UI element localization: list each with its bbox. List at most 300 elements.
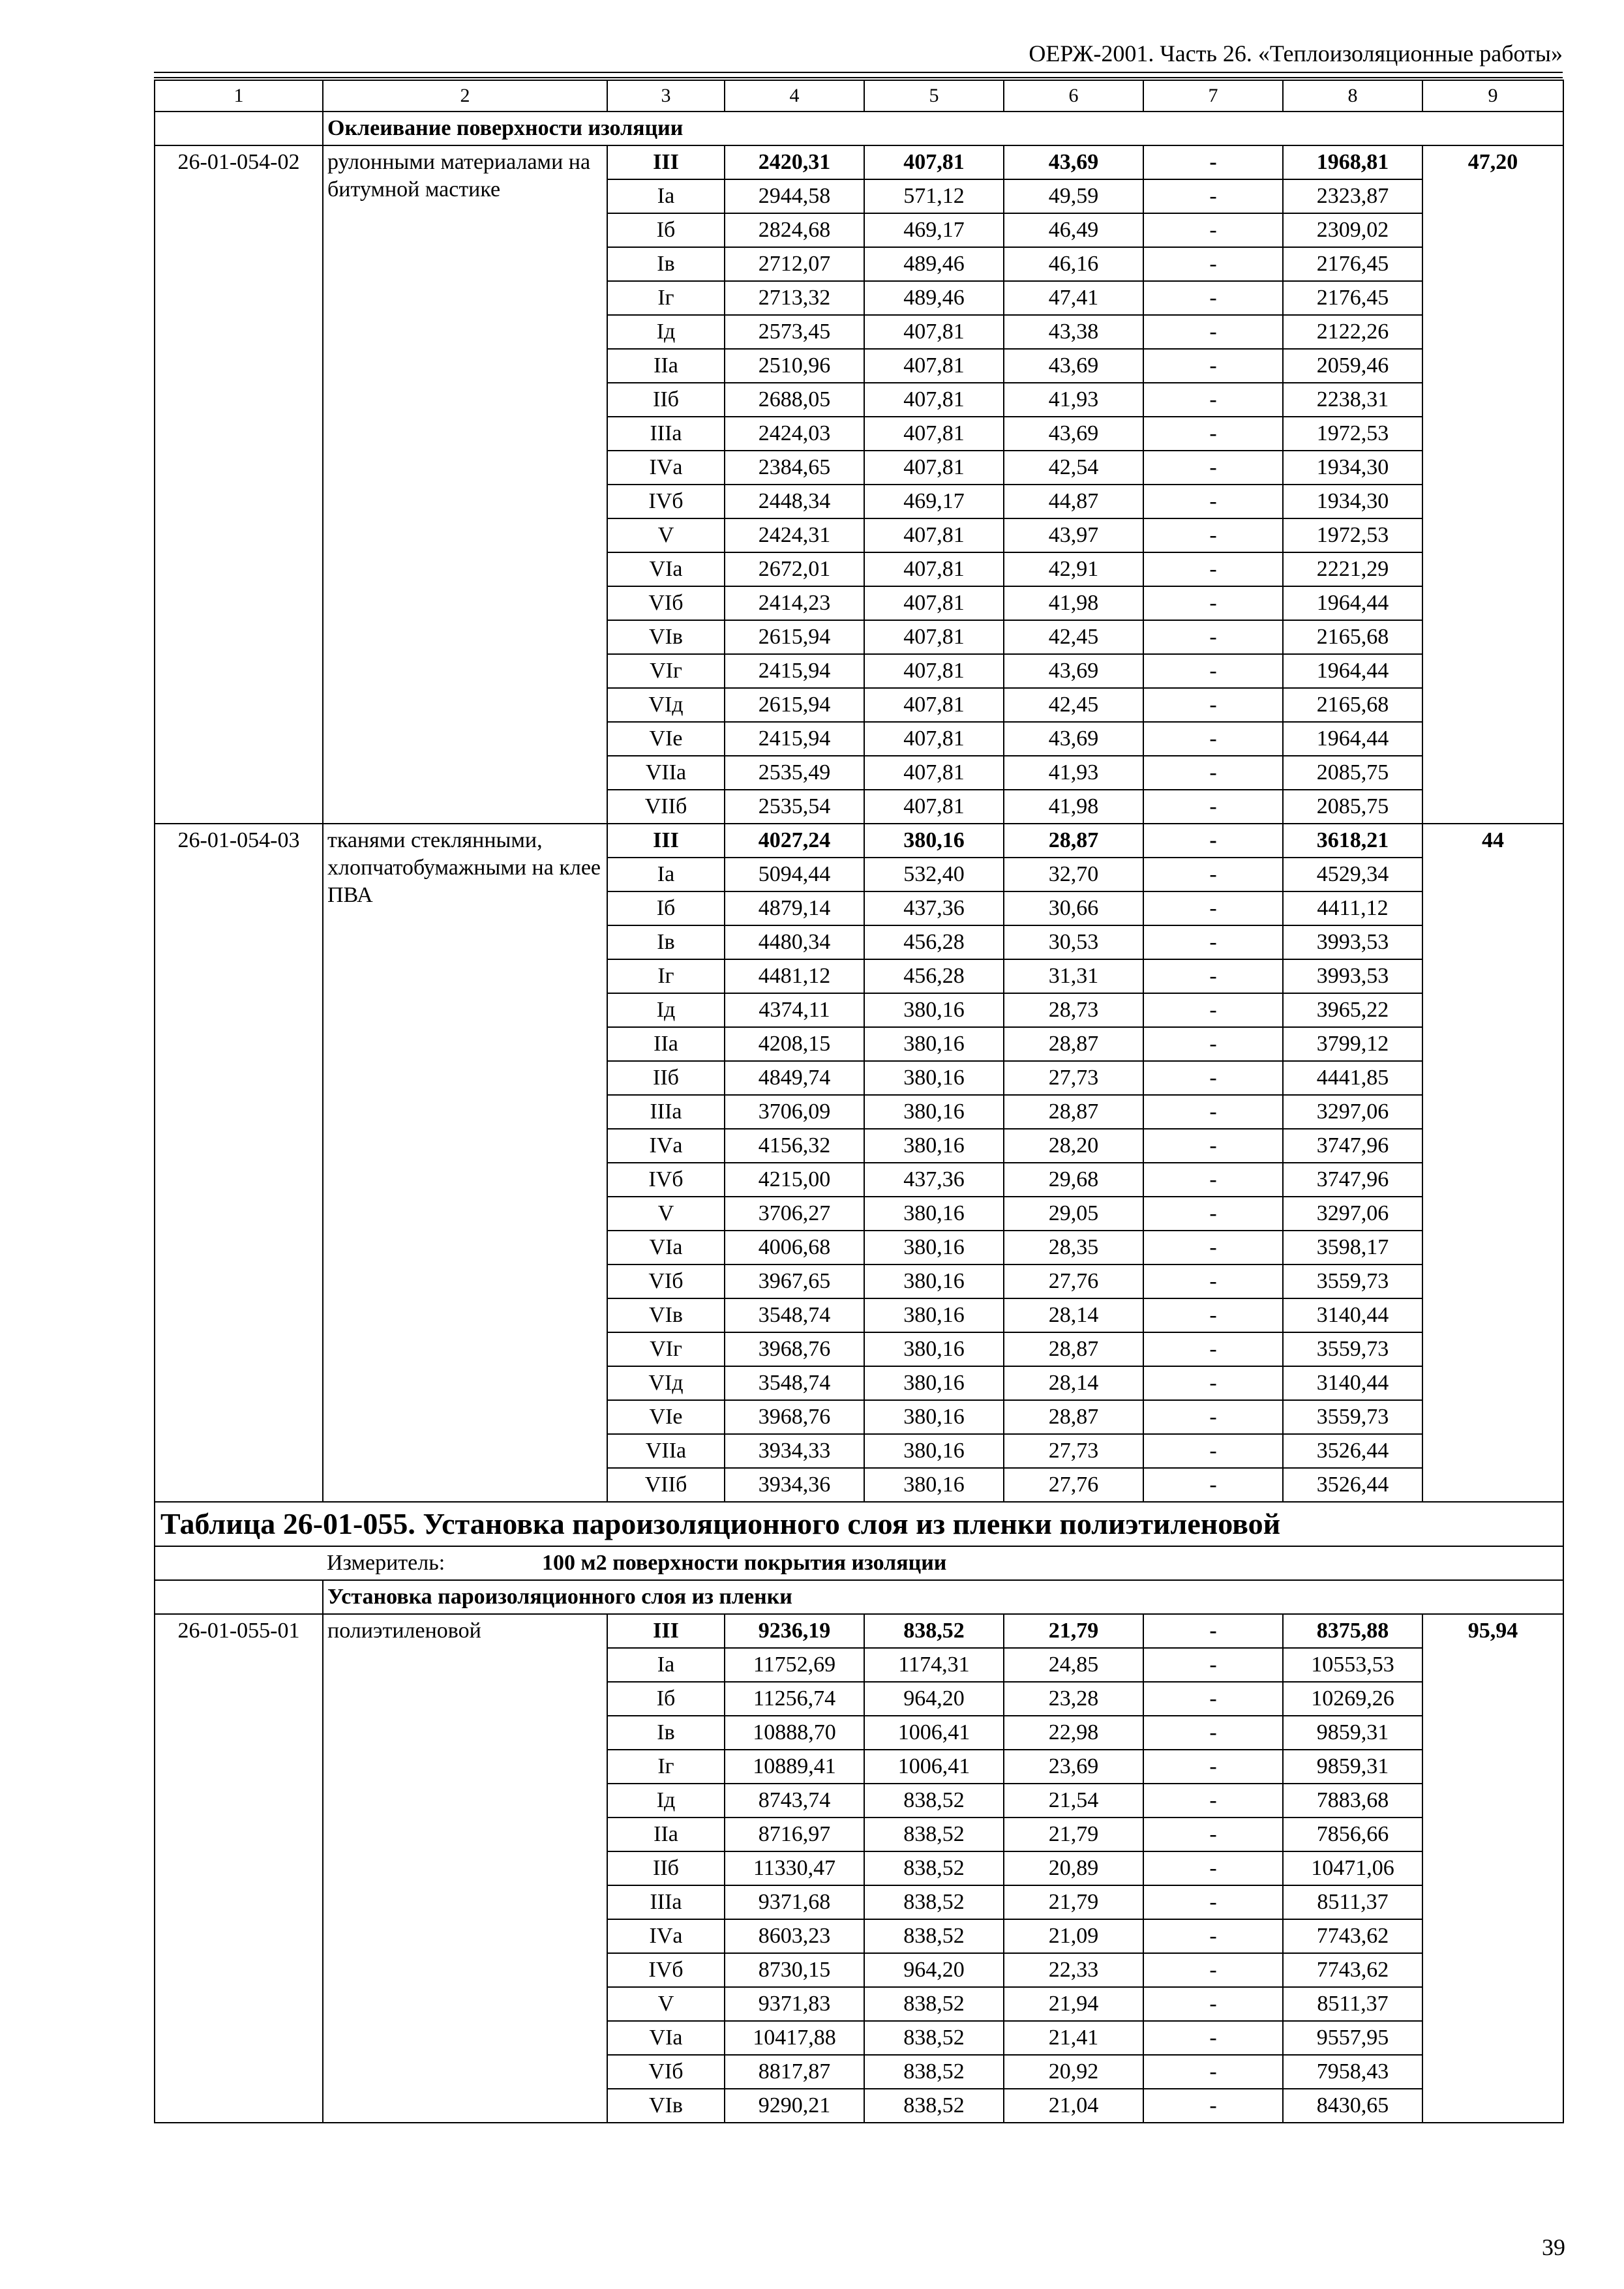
materials-cell: 3526,44	[1283, 1468, 1422, 1502]
machines-cell: 49,59	[1004, 179, 1143, 213]
item-labor-cost: 95,94	[1422, 1614, 1563, 2123]
direct-costs-cell: 9290,21	[725, 2089, 864, 2123]
subsection-spacer	[155, 1580, 323, 1614]
direct-costs-cell: 4215,00	[725, 1163, 864, 1197]
machine-wages-cell: -	[1143, 756, 1283, 790]
zone-cell: IVа	[607, 1919, 725, 1953]
machine-wages-cell: -	[1143, 1818, 1283, 1851]
direct-costs-cell: 8817,87	[725, 2055, 864, 2089]
machines-cell: 28,87	[1004, 1095, 1143, 1129]
wages-cell: 380,16	[864, 1095, 1004, 1129]
materials-cell: 3559,73	[1283, 1400, 1422, 1434]
zone-cell: IIIа	[607, 1095, 725, 1129]
direct-costs-cell: 9371,83	[725, 1987, 864, 2021]
table-row	[155, 145, 1563, 179]
machines-cell: 46,16	[1004, 247, 1143, 281]
machines-cell: 46,49	[1004, 213, 1143, 247]
wages-cell: 407,81	[864, 586, 1004, 620]
materials-cell: 7743,62	[1283, 1953, 1422, 1987]
materials-cell: 3993,53	[1283, 925, 1422, 959]
direct-costs-cell: 2672,01	[725, 552, 864, 586]
zone-cell: IIа	[607, 1818, 725, 1851]
machines-cell: 28,73	[1004, 993, 1143, 1027]
machine-wages-cell: -	[1143, 315, 1283, 349]
materials-cell: 4529,34	[1283, 858, 1422, 891]
machines-cell: 20,92	[1004, 2055, 1143, 2089]
machines-cell: 42,45	[1004, 688, 1143, 722]
wages-cell: 380,16	[864, 1129, 1004, 1163]
machine-wages-cell: -	[1143, 451, 1283, 485]
machines-cell: 27,76	[1004, 1468, 1143, 1502]
item-code: 26-01-055-01	[155, 1614, 323, 2123]
table-row	[155, 824, 1563, 858]
materials-cell: 7743,62	[1283, 1919, 1422, 1953]
machine-wages-cell: -	[1143, 1264, 1283, 1298]
machines-cell: 28,35	[1004, 1231, 1143, 1264]
machine-wages-cell: -	[1143, 1434, 1283, 1468]
machine-wages-cell: -	[1143, 1750, 1283, 1784]
zone-cell: VIа	[607, 1231, 725, 1264]
wages-cell: 407,81	[864, 790, 1004, 824]
zone-cell: Iб	[607, 1682, 725, 1716]
item-name: тканями стеклянными, хлопчатобумажными на клее ПВА	[323, 824, 607, 1502]
machine-wages-cell: -	[1143, 1614, 1283, 1648]
page-number: 39	[1542, 2234, 1565, 2260]
zone-cell: VIIб	[607, 1468, 725, 1502]
item-labor-cost: 47,20	[1422, 145, 1563, 824]
item-code: 26-01-054-03	[155, 824, 323, 1502]
zone-cell: IVа	[607, 451, 725, 485]
zone-cell: IVа	[607, 1129, 725, 1163]
wages-cell: 380,16	[864, 1264, 1004, 1298]
zone-cell: IIб	[607, 1851, 725, 1885]
machine-wages-cell: -	[1143, 959, 1283, 993]
materials-cell: 3993,53	[1283, 959, 1422, 993]
machines-cell: 31,31	[1004, 959, 1143, 993]
machine-wages-cell: -	[1143, 1197, 1283, 1231]
wages-cell: 489,46	[864, 281, 1004, 315]
machine-wages-cell: -	[1143, 179, 1283, 213]
zone-cell: III	[607, 1614, 725, 1648]
machines-cell: 43,69	[1004, 145, 1143, 179]
column-number: 3	[607, 80, 725, 112]
materials-cell: 8375,88	[1283, 1614, 1422, 1648]
direct-costs-cell: 3967,65	[725, 1264, 864, 1298]
zone-cell: Iд	[607, 315, 725, 349]
materials-cell: 2176,45	[1283, 281, 1422, 315]
direct-costs-cell: 4849,74	[725, 1061, 864, 1095]
wages-cell: 838,52	[864, 1885, 1004, 1919]
materials-cell: 10471,06	[1283, 1851, 1422, 1885]
machine-wages-cell: -	[1143, 1129, 1283, 1163]
zone-cell: IVб	[607, 485, 725, 518]
zone-cell: VIIа	[607, 1434, 725, 1468]
zone-cell: IIIа	[607, 417, 725, 451]
wages-cell: 469,17	[864, 213, 1004, 247]
direct-costs-cell: 3548,74	[725, 1298, 864, 1332]
machines-cell: 29,05	[1004, 1197, 1143, 1231]
machine-wages-cell: -	[1143, 247, 1283, 281]
machines-cell: 42,45	[1004, 620, 1143, 654]
column-number: 8	[1283, 80, 1422, 112]
table-title-row	[155, 1502, 1563, 1546]
machine-wages-cell: -	[1143, 688, 1283, 722]
wages-cell: 838,52	[864, 1614, 1004, 1648]
materials-cell: 7883,68	[1283, 1784, 1422, 1818]
machine-wages-cell: -	[1143, 1231, 1283, 1264]
wages-cell: 380,16	[864, 1027, 1004, 1061]
column-number: 9	[1422, 80, 1563, 112]
machines-cell: 28,20	[1004, 1129, 1143, 1163]
machine-wages-cell: -	[1143, 552, 1283, 586]
wages-cell: 407,81	[864, 518, 1004, 552]
machine-wages-cell: -	[1143, 1468, 1283, 1502]
materials-cell: 2238,31	[1283, 383, 1422, 417]
wages-cell: 407,81	[864, 349, 1004, 383]
zone-cell: VIд	[607, 688, 725, 722]
zone-cell: VIв	[607, 2089, 725, 2123]
machine-wages-cell: -	[1143, 2021, 1283, 2055]
zone-cell: VIIа	[607, 756, 725, 790]
wages-cell: 489,46	[864, 247, 1004, 281]
materials-cell: 10553,53	[1283, 1648, 1422, 1682]
machine-wages-cell: -	[1143, 1953, 1283, 1987]
machines-cell: 21,94	[1004, 1987, 1143, 2021]
zone-cell: IIа	[607, 1027, 725, 1061]
direct-costs-cell: 10889,41	[725, 1750, 864, 1784]
zone-cell: Iд	[607, 993, 725, 1027]
machine-wages-cell: -	[1143, 925, 1283, 959]
item-labor-cost: 44	[1422, 824, 1563, 1502]
direct-costs-cell: 2415,94	[725, 654, 864, 688]
direct-costs-cell: 4208,15	[725, 1027, 864, 1061]
materials-cell: 8511,37	[1283, 1885, 1422, 1919]
zone-cell: Iг	[607, 281, 725, 315]
direct-costs-cell: 4879,14	[725, 891, 864, 925]
machines-cell: 44,87	[1004, 485, 1143, 518]
rates-table	[154, 80, 1564, 2123]
direct-costs-cell: 9371,68	[725, 1885, 864, 1919]
direct-costs-cell: 2944,58	[725, 179, 864, 213]
materials-cell: 9557,95	[1283, 2021, 1422, 2055]
column-number: 1	[155, 80, 323, 112]
table-row	[155, 1614, 1563, 1648]
materials-cell: 1968,81	[1283, 145, 1422, 179]
materials-cell: 1934,30	[1283, 485, 1422, 518]
zone-cell: Iа	[607, 179, 725, 213]
machines-cell: 28,87	[1004, 1400, 1143, 1434]
direct-costs-cell: 5094,44	[725, 858, 864, 891]
materials-cell: 2122,26	[1283, 315, 1422, 349]
wages-cell: 380,16	[864, 1434, 1004, 1468]
wages-cell: 838,52	[864, 2089, 1004, 2123]
wages-cell: 532,40	[864, 858, 1004, 891]
materials-cell: 3526,44	[1283, 1434, 1422, 1468]
wages-cell: 407,81	[864, 417, 1004, 451]
running-header: ОЕРЖ-2001. Часть 26. «Теплоизоляционные работы»	[1029, 40, 1563, 67]
wages-cell: 380,16	[864, 1366, 1004, 1400]
wages-cell: 838,52	[864, 1987, 1004, 2021]
direct-costs-cell: 3968,76	[725, 1400, 864, 1434]
direct-costs-cell: 2420,31	[725, 145, 864, 179]
machine-wages-cell: -	[1143, 2055, 1283, 2089]
zone-cell: VIв	[607, 620, 725, 654]
zone-cell: VIIб	[607, 790, 725, 824]
wages-cell: 571,12	[864, 179, 1004, 213]
zone-cell: Iг	[607, 959, 725, 993]
machines-cell: 30,66	[1004, 891, 1143, 925]
zone-cell: Iв	[607, 925, 725, 959]
machines-cell: 21,04	[1004, 2089, 1143, 2123]
measure-row	[155, 1546, 1563, 1580]
direct-costs-cell: 2713,32	[725, 281, 864, 315]
zone-cell: Iа	[607, 1648, 725, 1682]
machine-wages-cell: -	[1143, 1885, 1283, 1919]
wages-cell: 380,16	[864, 1197, 1004, 1231]
materials-cell: 3559,73	[1283, 1332, 1422, 1366]
direct-costs-cell: 4374,11	[725, 993, 864, 1027]
machine-wages-cell: -	[1143, 620, 1283, 654]
direct-costs-cell: 4480,34	[725, 925, 864, 959]
direct-costs-cell: 2414,23	[725, 586, 864, 620]
wages-cell: 964,20	[864, 1953, 1004, 1987]
direct-costs-cell: 4027,24	[725, 824, 864, 858]
machines-cell: 28,14	[1004, 1366, 1143, 1400]
zone-cell: VIе	[607, 722, 725, 756]
zone-cell: VIб	[607, 2055, 725, 2089]
wages-cell: 1006,41	[864, 1716, 1004, 1750]
direct-costs-cell: 4006,68	[725, 1231, 864, 1264]
direct-costs-cell: 3548,74	[725, 1366, 864, 1400]
table-title: Таблица 26-01-055. Установка пароизоляционного слоя из пленки полиэтиленовой	[155, 1502, 1563, 1546]
wages-cell: 380,16	[864, 1400, 1004, 1434]
machines-cell: 41,93	[1004, 383, 1143, 417]
zone-cell: Iв	[607, 247, 725, 281]
materials-cell: 3747,96	[1283, 1129, 1422, 1163]
wages-cell: 456,28	[864, 925, 1004, 959]
machine-wages-cell: -	[1143, 1298, 1283, 1332]
zone-cell: Iб	[607, 891, 725, 925]
wages-cell: 407,81	[864, 315, 1004, 349]
zone-cell: V	[607, 1197, 725, 1231]
column-number: 5	[864, 80, 1004, 112]
zone-cell: Iа	[607, 858, 725, 891]
materials-cell: 3799,12	[1283, 1027, 1422, 1061]
column-number-row	[155, 80, 1563, 112]
wages-cell: 838,52	[864, 2021, 1004, 2055]
materials-cell: 7958,43	[1283, 2055, 1422, 2089]
item-name: рулонными материалами на битумной мастике	[323, 145, 607, 824]
machine-wages-cell: -	[1143, 1332, 1283, 1366]
machines-cell: 27,73	[1004, 1434, 1143, 1468]
materials-cell: 2059,46	[1283, 349, 1422, 383]
materials-cell: 2221,29	[1283, 552, 1422, 586]
subsection-spacer	[155, 112, 323, 145]
machine-wages-cell: -	[1143, 858, 1283, 891]
column-number: 7	[1143, 80, 1283, 112]
zone-cell: VIе	[607, 1400, 725, 1434]
measure-value: 100 м2 поверхности покрытия изоляции	[542, 1551, 947, 1575]
machines-cell: 22,98	[1004, 1716, 1143, 1750]
wages-cell: 407,81	[864, 756, 1004, 790]
materials-cell: 3598,17	[1283, 1231, 1422, 1264]
wages-cell: 407,81	[864, 145, 1004, 179]
zone-cell: III	[607, 145, 725, 179]
zone-cell: IVб	[607, 1163, 725, 1197]
materials-cell: 8430,65	[1283, 2089, 1422, 2123]
materials-cell: 9859,31	[1283, 1750, 1422, 1784]
materials-cell: 2323,87	[1283, 179, 1422, 213]
direct-costs-cell: 2712,07	[725, 247, 864, 281]
zone-cell: VIд	[607, 1366, 725, 1400]
machines-cell: 42,91	[1004, 552, 1143, 586]
machine-wages-cell: -	[1143, 1851, 1283, 1885]
direct-costs-cell: 4156,32	[725, 1129, 864, 1163]
wages-cell: 380,16	[864, 1231, 1004, 1264]
materials-cell: 10269,26	[1283, 1682, 1422, 1716]
materials-cell: 2085,75	[1283, 790, 1422, 824]
wages-cell: 838,52	[864, 1784, 1004, 1818]
machine-wages-cell: -	[1143, 1163, 1283, 1197]
materials-cell: 3140,44	[1283, 1298, 1422, 1332]
direct-costs-cell: 2615,94	[725, 688, 864, 722]
machine-wages-cell: -	[1143, 1027, 1283, 1061]
machine-wages-cell: -	[1143, 1682, 1283, 1716]
zone-cell: Iд	[607, 1784, 725, 1818]
zone-cell: VIа	[607, 552, 725, 586]
materials-cell: 1972,53	[1283, 417, 1422, 451]
machines-cell: 23,69	[1004, 1750, 1143, 1784]
machines-cell: 27,73	[1004, 1061, 1143, 1095]
materials-cell: 1964,44	[1283, 586, 1422, 620]
materials-cell: 3297,06	[1283, 1197, 1422, 1231]
materials-cell: 2085,75	[1283, 756, 1422, 790]
machines-cell: 43,69	[1004, 722, 1143, 756]
wages-cell: 1006,41	[864, 1750, 1004, 1784]
machines-cell: 28,87	[1004, 824, 1143, 858]
machines-cell: 20,89	[1004, 1851, 1143, 1885]
machines-cell: 28,87	[1004, 1332, 1143, 1366]
machines-cell: 21,79	[1004, 1614, 1143, 1648]
wages-cell: 838,52	[864, 1818, 1004, 1851]
direct-costs-cell: 11256,74	[725, 1682, 864, 1716]
machines-cell: 21,09	[1004, 1919, 1143, 1953]
wages-cell: 838,52	[864, 2055, 1004, 2089]
machines-cell: 30,53	[1004, 925, 1143, 959]
direct-costs-cell: 3968,76	[725, 1332, 864, 1366]
direct-costs-cell: 3706,09	[725, 1095, 864, 1129]
direct-costs-cell: 2688,05	[725, 383, 864, 417]
machine-wages-cell: -	[1143, 1400, 1283, 1434]
machine-wages-cell: -	[1143, 1716, 1283, 1750]
machine-wages-cell: -	[1143, 891, 1283, 925]
materials-cell: 1964,44	[1283, 654, 1422, 688]
zone-cell: Iг	[607, 1750, 725, 1784]
zone-cell: VIг	[607, 1332, 725, 1366]
subsection-title: Установка пароизоляционного слоя из пленки	[323, 1580, 1563, 1614]
machines-cell: 43,69	[1004, 349, 1143, 383]
wages-cell: 437,36	[864, 1163, 1004, 1197]
machines-cell: 29,68	[1004, 1163, 1143, 1197]
machine-wages-cell: -	[1143, 349, 1283, 383]
direct-costs-cell: 11330,47	[725, 1851, 864, 1885]
machine-wages-cell: -	[1143, 145, 1283, 179]
machines-cell: 28,87	[1004, 1027, 1143, 1061]
machines-cell: 27,76	[1004, 1264, 1143, 1298]
zone-cell: III	[607, 824, 725, 858]
machines-cell: 43,69	[1004, 417, 1143, 451]
direct-costs-cell: 2384,65	[725, 451, 864, 485]
direct-costs-cell: 3934,33	[725, 1434, 864, 1468]
direct-costs-cell: 2824,68	[725, 213, 864, 247]
direct-costs-cell: 4481,12	[725, 959, 864, 993]
materials-cell: 2309,02	[1283, 213, 1422, 247]
machines-cell: 42,54	[1004, 451, 1143, 485]
materials-cell: 3965,22	[1283, 993, 1422, 1027]
direct-costs-cell: 8603,23	[725, 1919, 864, 1953]
materials-cell: 9859,31	[1283, 1716, 1422, 1750]
wages-cell: 1174,31	[864, 1648, 1004, 1682]
machine-wages-cell: -	[1143, 824, 1283, 858]
machines-cell: 21,54	[1004, 1784, 1143, 1818]
machines-cell: 23,28	[1004, 1682, 1143, 1716]
wages-cell: 407,81	[864, 451, 1004, 485]
wages-cell: 407,81	[864, 552, 1004, 586]
subsection-title: Оклеивание поверхности изоляции	[323, 112, 1563, 145]
machine-wages-cell: -	[1143, 518, 1283, 552]
wages-cell: 437,36	[864, 891, 1004, 925]
materials-cell: 2176,45	[1283, 247, 1422, 281]
materials-cell: 3140,44	[1283, 1366, 1422, 1400]
wages-cell: 964,20	[864, 1682, 1004, 1716]
subsection-row	[155, 1580, 1563, 1614]
wages-cell: 407,81	[864, 722, 1004, 756]
zone-cell: IIIа	[607, 1885, 725, 1919]
machine-wages-cell: -	[1143, 790, 1283, 824]
zone-cell: IIа	[607, 349, 725, 383]
direct-costs-cell: 3706,27	[725, 1197, 864, 1231]
machine-wages-cell: -	[1143, 993, 1283, 1027]
materials-cell: 2165,68	[1283, 620, 1422, 654]
zone-cell: V	[607, 1987, 725, 2021]
direct-costs-cell: 2448,34	[725, 485, 864, 518]
zone-cell: VIв	[607, 1298, 725, 1332]
zone-cell: V	[607, 518, 725, 552]
direct-costs-cell: 2424,03	[725, 417, 864, 451]
machine-wages-cell: -	[1143, 417, 1283, 451]
zone-cell: IIб	[607, 383, 725, 417]
machines-cell: 43,97	[1004, 518, 1143, 552]
materials-cell: 1964,44	[1283, 722, 1422, 756]
materials-cell: 1972,53	[1283, 518, 1422, 552]
direct-costs-cell: 9236,19	[725, 1614, 864, 1648]
machine-wages-cell: -	[1143, 1095, 1283, 1129]
machines-cell: 32,70	[1004, 858, 1143, 891]
zone-cell: IIб	[607, 1061, 725, 1095]
materials-cell: 3559,73	[1283, 1264, 1422, 1298]
column-number: 6	[1004, 80, 1143, 112]
machine-wages-cell: -	[1143, 213, 1283, 247]
materials-cell: 3618,21	[1283, 824, 1422, 858]
machines-cell: 28,14	[1004, 1298, 1143, 1332]
wages-cell: 407,81	[864, 620, 1004, 654]
wages-cell: 838,52	[864, 1919, 1004, 1953]
direct-costs-cell: 2535,54	[725, 790, 864, 824]
wages-cell: 456,28	[864, 959, 1004, 993]
wages-cell: 407,81	[864, 383, 1004, 417]
measure-label: Измеритель:	[327, 1551, 445, 1575]
machines-cell: 41,98	[1004, 586, 1143, 620]
